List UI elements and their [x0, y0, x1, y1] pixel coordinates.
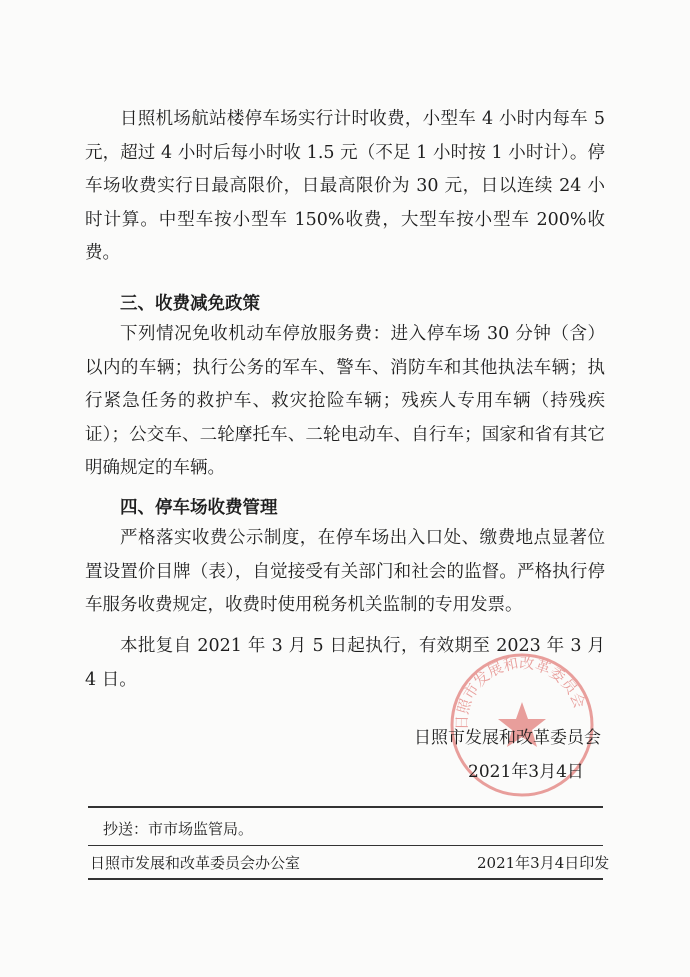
svg-text:日照市发展和改革委员会: 日照市发展和改革委员会: [452, 653, 589, 731]
paragraph-parking-fees: 日照机场航站楼停车场实行计时收费，小型车 4 小时内每车 5 元，超过 4 小时后每小时收 1.5 元（不足 1 小时按 1 小时计）。停车场收费实行日最高限价，日最高限价为 30 元，日以连续 24 小时计算。中型车按小型车 150%收费，大型车按小型车 200%收费。: [85, 109, 605, 263]
print-date: 2021年3月4日印发: [477, 854, 610, 872]
paragraph-management: 严格落实收费公示制度，在停车场出入口处、缴费地点显著位置设置价目牌（表），自觉接受有关部门和社会的监督。严格执行停车服务收费规定，收费时使用税务机关监制的专用发票。: [85, 528, 605, 615]
heading-fee-management: 四、停车场收费管理: [120, 498, 278, 518]
heading-fee-exemption: 三、收费减免政策: [120, 294, 260, 314]
paragraph-effective-date: 本批复自 2021 年 3 月 5 日起执行，有效期至 2023 年 3 月 4 日。: [85, 636, 605, 690]
issuing-office: 日照市发展和改革委员会办公室: [90, 854, 301, 872]
footer-bottom-rule: [88, 878, 603, 880]
signature-organization: 日照市发展和改革委员会: [414, 728, 601, 748]
paragraph-exemptions: 下列情况免收机动车停放服务费：进入停车场 30 分钟（含）以内的车辆；执行公务的军车、警车、消防车和其他执法车辆；执行紧急任务的救护车、救灾抢险车辆；残疾人专用车辆（持残疾证）；公交车、二轮摩托车、二轮电动车、自行车；国家和省有其它明确规定的车辆。: [85, 324, 605, 478]
cc-line: 抄送：市市场监管局。: [103, 820, 254, 838]
footer-top-rule: [88, 806, 603, 808]
signature-date: 2021年3月4日: [468, 762, 584, 782]
footer-middle-rule: [88, 845, 603, 846]
